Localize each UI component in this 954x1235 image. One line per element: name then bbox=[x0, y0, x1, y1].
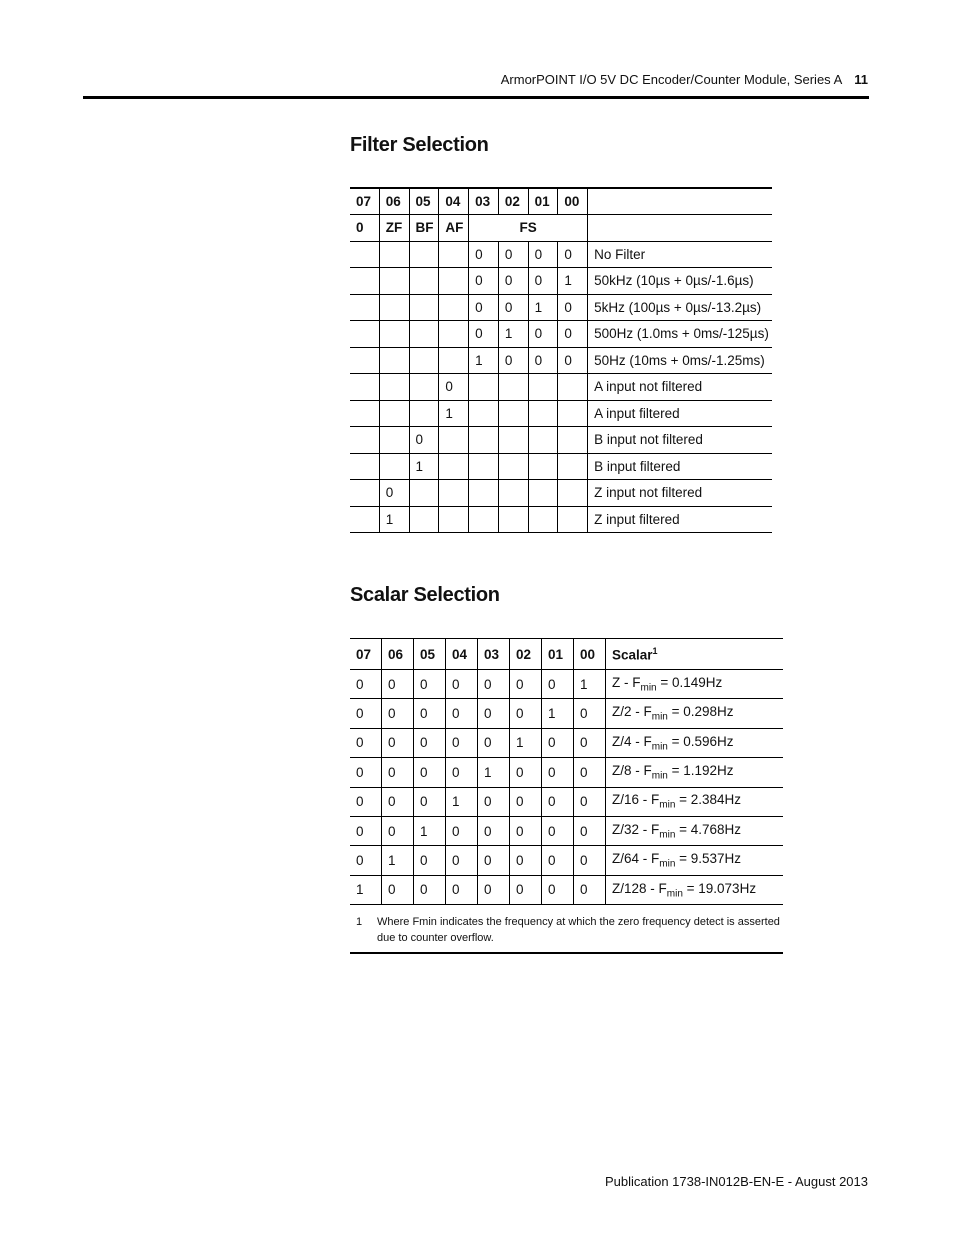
bit-cell bbox=[409, 268, 439, 295]
bit-cell: 0 bbox=[350, 699, 382, 728]
bit-cell: 0 bbox=[469, 241, 499, 268]
field-desc bbox=[588, 215, 772, 242]
bit-cell bbox=[409, 374, 439, 401]
bit-cell: 0 bbox=[498, 241, 528, 268]
bit-cell: 0 bbox=[478, 816, 510, 845]
page-number: 11 bbox=[854, 72, 868, 87]
bit-cell: 1 bbox=[469, 347, 499, 374]
scalar-table-body bbox=[350, 670, 783, 905]
scalar-subscript: min bbox=[659, 858, 676, 870]
bit-cell: 0 bbox=[542, 846, 574, 875]
bit-cell: 0 bbox=[350, 846, 382, 875]
scalar-subscript: min bbox=[659, 829, 676, 841]
table-row bbox=[350, 347, 772, 374]
bit-cell: 0 bbox=[379, 480, 409, 507]
table-row bbox=[350, 294, 772, 321]
bit-cell bbox=[439, 427, 469, 454]
bit-cell bbox=[558, 453, 588, 480]
bit-cell: 0 bbox=[478, 728, 510, 757]
filter-description: B input not filtered bbox=[588, 427, 772, 454]
bit-cell: 1 bbox=[574, 670, 606, 699]
scalar-subscript: min bbox=[640, 682, 657, 694]
bit-cell: 0 bbox=[574, 699, 606, 728]
bit-cell: 0 bbox=[350, 787, 382, 816]
scalar-label: Z/8 - F bbox=[612, 763, 652, 779]
running-header bbox=[501, 72, 868, 87]
bit-cell: 0 bbox=[446, 699, 478, 728]
table-row bbox=[350, 787, 783, 816]
table-row bbox=[350, 670, 783, 699]
scalar-subscript: min bbox=[651, 711, 668, 723]
bit-cell bbox=[409, 400, 439, 427]
table-row bbox=[350, 321, 772, 348]
scalar-value bbox=[606, 787, 784, 816]
bit-cell: 0 bbox=[574, 846, 606, 875]
bit-cell: 0 bbox=[510, 816, 542, 845]
filter-description: A input filtered bbox=[588, 400, 772, 427]
table-row bbox=[350, 506, 772, 533]
scalar-label: Z/64 - F bbox=[612, 851, 660, 867]
scalar-value bbox=[606, 846, 784, 875]
filter-field-row bbox=[350, 215, 772, 242]
bit-cell: 0 bbox=[382, 875, 414, 904]
field-af: AF bbox=[439, 215, 469, 242]
bit-cell: 0 bbox=[542, 670, 574, 699]
bit-cell bbox=[350, 347, 379, 374]
scalar-label: Z/16 - F bbox=[612, 792, 660, 808]
bit-header: 00 bbox=[574, 639, 606, 670]
bit-cell bbox=[498, 427, 528, 454]
bit-cell: 0 bbox=[414, 875, 446, 904]
scalar-header-row bbox=[350, 639, 783, 670]
scalar-frequency: = 0.298Hz bbox=[667, 704, 734, 720]
filter-description: 500Hz (1.0ms + 0ms/-125µs) bbox=[588, 321, 772, 348]
bit-header: 03 bbox=[478, 639, 510, 670]
scalar-value bbox=[606, 875, 784, 904]
table-row bbox=[350, 374, 772, 401]
scalar-header-label: Scalar bbox=[612, 647, 653, 663]
bit-cell bbox=[439, 321, 469, 348]
bit-cell bbox=[439, 268, 469, 295]
bit-cell: 0 bbox=[478, 846, 510, 875]
bit-cell: 0 bbox=[414, 699, 446, 728]
bit-cell bbox=[379, 268, 409, 295]
bit-cell: 0 bbox=[510, 787, 542, 816]
bit-cell bbox=[379, 294, 409, 321]
bit-cell bbox=[379, 453, 409, 480]
bit-cell: 0 bbox=[574, 728, 606, 757]
scalar-value bbox=[606, 728, 784, 757]
bit-cell: 0 bbox=[510, 875, 542, 904]
bit-cell: 0 bbox=[498, 294, 528, 321]
header-title: ArmorPOINT I/O 5V DC Encoder/Counter Module, Series A bbox=[500, 72, 843, 87]
bit-cell: 1 bbox=[382, 846, 414, 875]
bit-cell: 0 bbox=[469, 294, 499, 321]
bit-cell bbox=[498, 400, 528, 427]
bit-header: 03 bbox=[469, 188, 499, 215]
bit-header: 07 bbox=[350, 188, 379, 215]
bit-cell: 0 bbox=[446, 670, 478, 699]
bit-cell: 0 bbox=[469, 321, 499, 348]
footnote-number: 1 bbox=[356, 916, 363, 928]
field-b07: 0 bbox=[350, 215, 379, 242]
table-row bbox=[350, 728, 783, 757]
bit-cell: 0 bbox=[350, 670, 382, 699]
bit-cell: 1 bbox=[478, 758, 510, 787]
table-row bbox=[350, 846, 783, 875]
scalar-label: Z/32 - F bbox=[612, 821, 660, 837]
bit-header: 00 bbox=[558, 188, 588, 215]
table-row bbox=[350, 758, 783, 787]
scalar-label: Z/4 - F bbox=[612, 733, 652, 749]
bit-cell: 0 bbox=[478, 670, 510, 699]
bit-cell: 0 bbox=[478, 699, 510, 728]
header-rule bbox=[83, 96, 869, 99]
bit-cell: 0 bbox=[574, 787, 606, 816]
bit-cell: 0 bbox=[382, 670, 414, 699]
scalar-selection-table bbox=[350, 638, 783, 905]
filter-selection-title: Filter Selection bbox=[350, 134, 489, 156]
bit-cell: 1 bbox=[542, 699, 574, 728]
bit-cell: 0 bbox=[542, 787, 574, 816]
bit-cell bbox=[379, 400, 409, 427]
scalar-frequency: = 1.192Hz bbox=[667, 763, 734, 779]
scalar-value bbox=[606, 816, 784, 845]
bit-cell bbox=[528, 374, 558, 401]
field-zf: ZF bbox=[379, 215, 409, 242]
table-row bbox=[350, 875, 783, 904]
bit-cell: 0 bbox=[558, 321, 588, 348]
filter-description: Z input filtered bbox=[588, 506, 772, 533]
bit-cell bbox=[469, 427, 499, 454]
bit-cell: 0 bbox=[558, 347, 588, 374]
bit-cell: 0 bbox=[439, 374, 469, 401]
bit-cell bbox=[379, 374, 409, 401]
bit-cell bbox=[469, 453, 499, 480]
bit-header: 02 bbox=[510, 639, 542, 670]
filter-description: 5kHz (100µs + 0µs/-13.2µs) bbox=[588, 294, 772, 321]
bit-cell: 0 bbox=[382, 728, 414, 757]
bit-cell bbox=[379, 241, 409, 268]
bit-cell: 0 bbox=[414, 728, 446, 757]
filter-bit-header-row bbox=[350, 188, 772, 215]
bit-cell: 0 bbox=[574, 875, 606, 904]
scalar-frequency: = 0.149Hz bbox=[656, 674, 723, 690]
bit-cell bbox=[439, 294, 469, 321]
table-row bbox=[350, 400, 772, 427]
bit-cell bbox=[439, 480, 469, 507]
bit-cell bbox=[439, 241, 469, 268]
scalar-subscript: min bbox=[659, 800, 676, 812]
table-row bbox=[350, 241, 772, 268]
scalar-frequency: = 2.384Hz bbox=[675, 792, 742, 808]
bit-cell: 0 bbox=[409, 427, 439, 454]
bit-header: 05 bbox=[414, 639, 446, 670]
bit-cell bbox=[558, 427, 588, 454]
bit-cell bbox=[409, 294, 439, 321]
table-row bbox=[350, 816, 783, 845]
bit-cell bbox=[469, 400, 499, 427]
table-row bbox=[350, 427, 772, 454]
bit-cell: 0 bbox=[542, 758, 574, 787]
footnote-ref: 1 bbox=[652, 645, 658, 656]
scalar-value bbox=[606, 670, 784, 699]
bit-cell bbox=[350, 241, 379, 268]
bit-cell: 1 bbox=[498, 321, 528, 348]
bit-cell bbox=[528, 453, 558, 480]
bit-cell: 0 bbox=[382, 787, 414, 816]
bit-cell: 0 bbox=[382, 699, 414, 728]
bit-header: 01 bbox=[528, 188, 558, 215]
field-fs: FS bbox=[469, 215, 588, 242]
bit-cell bbox=[350, 374, 379, 401]
bit-cell: 0 bbox=[558, 294, 588, 321]
bit-cell: 0 bbox=[382, 758, 414, 787]
field-bf: BF bbox=[409, 215, 439, 242]
bit-cell bbox=[558, 400, 588, 427]
bit-cell: 1 bbox=[558, 268, 588, 295]
bit-cell bbox=[439, 506, 469, 533]
bit-cell bbox=[558, 374, 588, 401]
bit-cell bbox=[409, 241, 439, 268]
bit-cell: 0 bbox=[528, 268, 558, 295]
bit-cell bbox=[350, 321, 379, 348]
bit-cell: 0 bbox=[350, 758, 382, 787]
bit-cell: 0 bbox=[542, 875, 574, 904]
bit-cell: 0 bbox=[528, 347, 558, 374]
scalar-label: Z/2 - F bbox=[612, 704, 652, 720]
scalar-subscript: min bbox=[651, 741, 668, 753]
bit-cell: 0 bbox=[510, 758, 542, 787]
bit-cell: 0 bbox=[414, 758, 446, 787]
bit-cell bbox=[379, 427, 409, 454]
bit-cell: 1 bbox=[528, 294, 558, 321]
table-row bbox=[350, 268, 772, 295]
bit-cell: 0 bbox=[498, 347, 528, 374]
scalar-label: Z - F bbox=[612, 674, 641, 690]
bit-cell: 0 bbox=[558, 241, 588, 268]
bit-cell bbox=[409, 480, 439, 507]
scalar-frequency: = 9.537Hz bbox=[675, 851, 742, 867]
bit-cell: 0 bbox=[414, 670, 446, 699]
filter-selection-table bbox=[350, 187, 772, 533]
bit-cell bbox=[498, 374, 528, 401]
scalar-value bbox=[606, 699, 784, 728]
publication-footer: Publication 1738-IN012B-EN-E - August 2013 bbox=[604, 1174, 868, 1189]
bit-cell: 1 bbox=[439, 400, 469, 427]
filter-description: B input filtered bbox=[588, 453, 772, 480]
bit-cell: 1 bbox=[350, 875, 382, 904]
bit-cell bbox=[469, 374, 499, 401]
scalar-value bbox=[606, 758, 784, 787]
bit-cell bbox=[469, 480, 499, 507]
bit-cell bbox=[439, 347, 469, 374]
bit-cell: 0 bbox=[469, 268, 499, 295]
bit-cell: 0 bbox=[510, 670, 542, 699]
bit-cell bbox=[350, 400, 379, 427]
bit-cell bbox=[350, 480, 379, 507]
bit-cell: 0 bbox=[528, 241, 558, 268]
bit-cell bbox=[379, 347, 409, 374]
filter-description: Z input not filtered bbox=[588, 480, 772, 507]
bit-cell: 1 bbox=[379, 506, 409, 533]
bit-cell: 1 bbox=[409, 453, 439, 480]
table-row bbox=[350, 699, 783, 728]
bit-header: 02 bbox=[498, 188, 528, 215]
bit-cell: 0 bbox=[446, 728, 478, 757]
bit-cell: 0 bbox=[414, 846, 446, 875]
scalar-frequency: = 0.596Hz bbox=[667, 733, 734, 749]
bit-cell: 0 bbox=[478, 787, 510, 816]
bit-cell: 0 bbox=[446, 816, 478, 845]
bit-header: 05 bbox=[409, 188, 439, 215]
bit-cell bbox=[528, 400, 558, 427]
scalar-label: Z/128 - F bbox=[612, 880, 667, 896]
bit-cell bbox=[528, 427, 558, 454]
bit-cell bbox=[528, 480, 558, 507]
bit-cell bbox=[558, 480, 588, 507]
bit-cell bbox=[439, 453, 469, 480]
bit-cell: 0 bbox=[528, 321, 558, 348]
scalar-frequency: = 4.768Hz bbox=[675, 821, 742, 837]
bit-cell: 0 bbox=[574, 816, 606, 845]
bit-cell: 0 bbox=[446, 758, 478, 787]
bit-cell: 1 bbox=[446, 787, 478, 816]
bit-cell bbox=[498, 480, 528, 507]
filter-description: 50kHz (10µs + 0µs/-1.6µs) bbox=[588, 268, 772, 295]
footnote bbox=[350, 914, 783, 954]
bit-cell bbox=[350, 294, 379, 321]
scalar-header bbox=[606, 639, 784, 670]
bit-cell: 0 bbox=[446, 846, 478, 875]
bit-cell: 0 bbox=[510, 846, 542, 875]
bit-cell bbox=[409, 506, 439, 533]
bit-cell: 0 bbox=[510, 699, 542, 728]
bit-cell: 0 bbox=[478, 875, 510, 904]
bit-cell: 0 bbox=[574, 758, 606, 787]
bit-cell: 0 bbox=[498, 268, 528, 295]
bit-header: 07 bbox=[350, 639, 382, 670]
bit-cell bbox=[528, 506, 558, 533]
description-header bbox=[588, 188, 772, 215]
scalar-subscript: min bbox=[666, 888, 683, 900]
bit-cell bbox=[350, 506, 379, 533]
bit-cell bbox=[498, 453, 528, 480]
bit-header: 04 bbox=[439, 188, 469, 215]
scalar-frequency: = 19.073Hz bbox=[682, 880, 757, 896]
bit-cell bbox=[409, 321, 439, 348]
footnote-text: Where Fmin indicates the frequency at which the zero frequency detect is asserted due to counter overflow. bbox=[377, 916, 780, 944]
scalar-subscript: min bbox=[651, 770, 668, 782]
bit-header: 06 bbox=[382, 639, 414, 670]
filter-description: No Filter bbox=[588, 241, 772, 268]
bit-cell bbox=[350, 453, 379, 480]
bit-cell bbox=[558, 506, 588, 533]
bit-cell: 0 bbox=[446, 875, 478, 904]
bit-cell: 0 bbox=[414, 787, 446, 816]
bit-cell: 0 bbox=[542, 728, 574, 757]
filter-description: A input not filtered bbox=[588, 374, 772, 401]
bit-cell bbox=[498, 506, 528, 533]
bit-cell bbox=[350, 268, 379, 295]
bit-header: 04 bbox=[446, 639, 478, 670]
bit-cell: 0 bbox=[350, 816, 382, 845]
bit-cell: 0 bbox=[542, 816, 574, 845]
bit-header: 01 bbox=[542, 639, 574, 670]
bit-cell bbox=[469, 506, 499, 533]
bit-cell: 1 bbox=[510, 728, 542, 757]
filter-table-body bbox=[350, 241, 772, 533]
bit-header: 06 bbox=[379, 188, 409, 215]
filter-description: 50Hz (10ms + 0ms/-1.25ms) bbox=[588, 347, 772, 374]
bit-cell: 0 bbox=[382, 816, 414, 845]
bit-cell: 0 bbox=[350, 728, 382, 757]
table-row bbox=[350, 453, 772, 480]
table-row bbox=[350, 480, 772, 507]
bit-cell bbox=[379, 321, 409, 348]
scalar-selection-title: Scalar Selection bbox=[350, 584, 500, 606]
bit-cell: 1 bbox=[414, 816, 446, 845]
bit-cell bbox=[350, 427, 379, 454]
bit-cell bbox=[409, 347, 439, 374]
